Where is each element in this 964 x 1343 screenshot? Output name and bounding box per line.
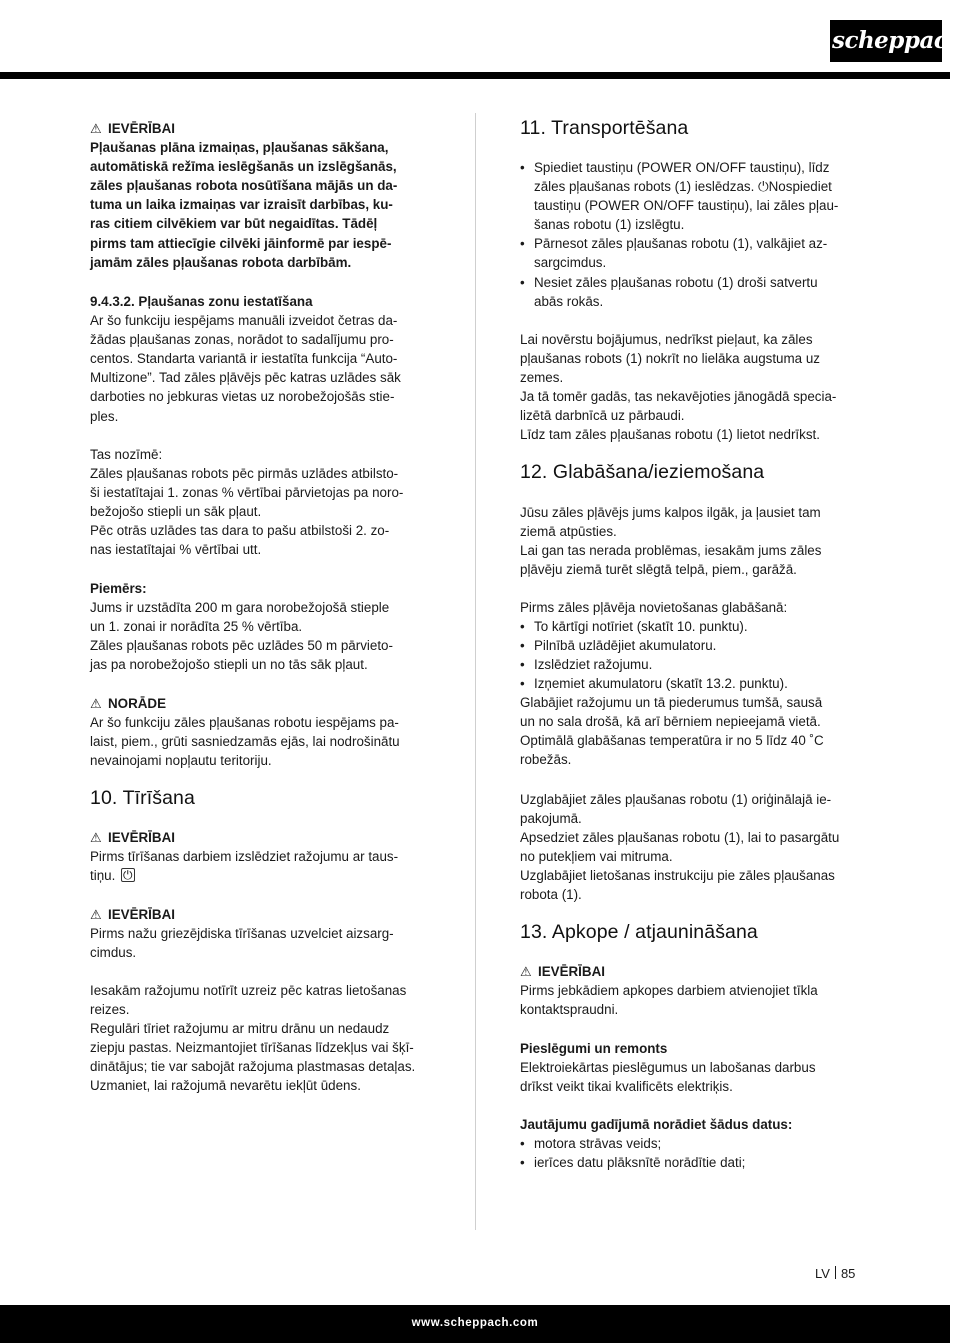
language-code: LV: [815, 1266, 830, 1281]
text-line: pļaušanas robots (1) nokrīt no lielāka augstuma uz: [520, 351, 820, 367]
text-line: pļāvēju ziemā turēt slēgtā telpā, piem., garāžā.: [520, 562, 797, 578]
note-title: [90, 694, 430, 713]
list-item: [520, 158, 860, 234]
text-line: no putekļiem vai mitruma.: [520, 849, 673, 865]
cleaning-paragraph: [90, 981, 430, 1096]
meaning-section: [90, 445, 430, 560]
warning-triangle-icon: ⚠: [90, 696, 102, 711]
warning-title-text: IEVĒRĪBAI: [108, 830, 175, 845]
connections-heading: Pieslēgumi un remonts: [520, 1041, 668, 1056]
storage-paragraph-3: [520, 790, 860, 905]
section-heading-13: 13. Apkope / atjaunināšana: [520, 921, 758, 943]
text-line: Optimālā glabāšanas temperatūra ir no 5 līdz 40 ˚C: [520, 733, 824, 749]
list-item: • Izslēdziet ražojumu.: [520, 655, 860, 674]
text-line: Uzmaniet, lai ražojumā nevarētu iekļūt ūdens.: [90, 1078, 361, 1094]
text-line: reizes.: [90, 1002, 130, 1018]
text-line: lizētā darbnīcā uz pārbaudi.: [520, 408, 685, 424]
list-item: • To kārtīgi notīriet (skatīt 10. punktu).: [520, 617, 860, 636]
connections-section: [520, 1039, 860, 1096]
warning-title-1: [90, 119, 430, 138]
text-line: robota (1).: [520, 887, 582, 903]
text-line: tuma un laika izmaiņas var izraisīt darbības, ku-: [90, 197, 393, 213]
warning-title-text: IEVĒRĪBAI: [108, 907, 175, 922]
text-line: taustiņu (POWER ON/OFF taustiņu), lai zāles pļau-: [534, 198, 839, 214]
paragraph: [520, 1058, 860, 1096]
paragraph: [520, 981, 860, 1019]
text-line: Lai novērstu bojājumus, nedrīkst pieļaut, ka zāles: [520, 332, 813, 347]
paragraph: [90, 598, 430, 674]
text-line: Jūsu zāles pļāvējs jums kalpos ilgāk, ja ļausiet tam: [520, 505, 821, 520]
section-heading-10: 10. Tīrīšana: [90, 787, 195, 809]
text-line: Pļaušanas plāna izmaiņas, pļaušanas sākšana,: [90, 140, 389, 156]
example-label: Piemērs:: [90, 581, 147, 596]
text-line: ziepju pastas. Neizmantojiet tīrīšanas līdzekļus vai šķī-: [90, 1040, 414, 1056]
text-line: Multizone”. Tad zāles pļāvējs pēc katras uzlādes sāk: [90, 370, 401, 386]
text-line: ras citiem cilvēkiem var būt negaidītas. Tādēļ: [90, 216, 378, 232]
storage-paragraph-2: [520, 693, 860, 769]
text-line: šanas robotu (1) izslēgtu.: [534, 217, 685, 233]
text-line: Uzglabājiet lietošanas instrukciju pie zāles pļaušanas: [520, 868, 835, 884]
warning-block-1: [90, 119, 430, 272]
note-title-text: NORĀDE: [108, 696, 167, 711]
text-line: Ar šo funkciju iespējams manuāli izveidot četras da-: [90, 313, 398, 329]
text-line: laist, piem., grūti sasniedzamās ejās, lai nodrošinātu: [90, 734, 400, 750]
list-item: [520, 234, 860, 272]
power-button-icon: ⏻: [123, 868, 133, 883]
section-heading-12: 12. Glabāšana/ieziemošana: [520, 461, 765, 483]
transport-paragraph: [520, 330, 860, 445]
text-line-part: tiņu.: [90, 868, 116, 884]
text-line: Regulāri tīriet ražojumu ar mitru drānu un nedaudz: [90, 1021, 390, 1037]
list-item: • motora strāvas veids;: [520, 1134, 860, 1153]
text-line: nas iestatītajai % vērtībai utt.: [90, 542, 262, 558]
list-item: • Pilnībā uzlādējiet akumulatoru.: [520, 636, 860, 655]
questions-section: [520, 1115, 860, 1172]
text-line: [90, 866, 430, 885]
text-line: Ar šo funkciju zāles pļaušanas robotu iespējams pa-: [90, 715, 399, 731]
warning-title-4: [520, 962, 860, 981]
warning-text-1: [90, 138, 430, 272]
paragraph: [90, 311, 430, 426]
warning-triangle-icon: ⚠: [520, 964, 532, 979]
meaning-label: Tas nozīmē:: [90, 447, 163, 462]
text-line: ples.: [90, 408, 119, 424]
text-line: abās rokās.: [534, 293, 604, 309]
text-line: Jums ir uzstādīta 200 m gara norobežojošā stieple: [90, 600, 390, 616]
text-line: • Nesiet zāles pļaušanas robotu (1) droši satvertu: [534, 274, 818, 290]
text-line: Pēc otrās uzlādes tas dara to pašu atbilstoši 2. zo-: [90, 523, 390, 539]
text-line: kontaktspraudni.: [520, 1002, 619, 1018]
transport-list: [520, 158, 860, 311]
website-link[interactable]: www.scheppach.com: [411, 1317, 539, 1329]
text-line: zemes.: [520, 370, 564, 386]
text-line: cimdus.: [90, 945, 137, 961]
text-line: jas pa norobežojošo stiepli un no tās sāk pļaut.: [90, 657, 368, 673]
text-line: • Pārnesot zāles pļaušanas robotu (1), valkājiet az-: [534, 236, 828, 252]
text-line: bežojošo stiepli un sāk pļaut.: [90, 504, 262, 520]
warning-block-2: [90, 828, 430, 885]
storage-paragraph-1: [520, 503, 860, 579]
warning-title-3: [90, 905, 430, 924]
separator: [835, 1266, 836, 1279]
footer-bar: [0, 1305, 950, 1343]
text-line: • Spiediet taustiņu (POWER ON/OFF taustiņu), līdz: [534, 160, 830, 175]
mowing-zones-section: [90, 292, 430, 426]
text-line: sargcimdus.: [534, 255, 607, 271]
text-line: Pirms nažu griezējdiska tīrīšanas uzvelciet aizsarg-: [90, 926, 394, 942]
warning-triangle-icon: ⚠: [90, 830, 102, 845]
warning-block-3: [90, 905, 430, 962]
paragraph: [90, 464, 430, 559]
questions-heading: Jautājumu gadījumā norādiet šādus datus:: [520, 1117, 793, 1132]
text-line: Zāles pļaušanas robots pēc uzlādes 50 m pārvieto-: [90, 638, 393, 654]
warning-title-text: IEVĒRĪBAI: [108, 121, 175, 136]
text-line: nevainojami nopļautu teritoriju.: [90, 753, 272, 769]
text-line: Apsedziet zāles pļaušanas robotu (1), lai to pasargātu: [520, 830, 840, 846]
paragraph: [90, 713, 430, 770]
section-heading-11: 11. Transportēšana: [520, 117, 689, 139]
header-rule: [0, 72, 950, 79]
warning-triangle-icon: ⚠: [90, 907, 102, 922]
text-line: zāles pļaušanas robota nosūtīšana mājās un da-: [90, 178, 398, 194]
text-line: drīkst veikt tikai kvalificēts elektriķis.: [520, 1079, 733, 1095]
text-line: Uzglabājiet zāles pļaušanas robotu (1) oriģinālajā ie-: [520, 792, 832, 807]
text-line: automātiskā režīma ieslēgšanās un izslēgšanās,: [90, 159, 397, 175]
text-line: jamām zāles pļaušanas robota darbībām.: [90, 254, 352, 270]
text-line: Līdz tam zāles pļaušanas robotu (1) lietot nedrīkst.: [520, 427, 820, 443]
note-block: [90, 694, 430, 770]
warning-title-text: IEVĒRĪBAI: [538, 964, 605, 979]
text-line: un 1. zonai ir norādīta 25 % vērtība.: [90, 619, 303, 635]
warning-triangle-icon: ⚠: [90, 121, 102, 136]
text-line: zāles pļaušanas robots (1) ieslēdzas. ⏻Nospiediet: [534, 179, 832, 195]
text-line: Lai gan tas nerada problēmas, iesakām jums zāles: [520, 543, 822, 559]
text-line: Iesakām ražojumu notīrīt uzreiz pēc katras lietošanas: [90, 983, 407, 998]
warning-title-2: [90, 828, 430, 847]
text-line: Ja tā tomēr gadās, tas nekavējoties jānogādā specia-: [520, 389, 837, 405]
storage-list: [520, 617, 860, 693]
list-item: • Izņemiet akumulatoru (skatīt 13.2. punktu).: [520, 674, 860, 693]
text-line: pakojumā.: [520, 811, 582, 827]
text-line: Glabājiet ražojumu un tā piederumus tumšā, sausā: [520, 695, 823, 710]
text-line: Pirms tīrīšanas darbiem izslēdziet ražojumu ar taus-: [90, 849, 399, 865]
list-item: • ierīces datu plāksnītē norādītie dati;: [520, 1153, 860, 1172]
text-line: žādas pļaušanas zonas, norādot to sadalījumu pro-: [90, 332, 394, 348]
example-section: [90, 579, 430, 674]
paragraph: [90, 847, 430, 885]
text-line: un no sala drošā, kā arī bērniem nepieejamā vietā.: [520, 714, 821, 730]
questions-list: [520, 1134, 860, 1172]
list-item: [520, 273, 860, 311]
text-line: robežās.: [520, 752, 572, 768]
warning-block-4: [520, 962, 860, 1019]
text-line: Zāles pļaušanas robots pēc pirmās uzlādes atbilsto-: [90, 466, 399, 482]
text-line: Elektroiekārtas pieslēgumus un labošanas darbus: [520, 1060, 816, 1076]
text-line: pirms tam attiecīgie cilvēki jāinformē par iespē-: [90, 235, 392, 251]
sub-heading: 9.4.3.2. Pļaušanas zonu iestatīšana: [90, 294, 313, 309]
storage-intro: Pirms zāles pļāvēja novietošanas glabāšanā:: [520, 600, 788, 615]
text-line: Pirms jebkādiem apkopes darbiem atvienojiet tīkla: [520, 983, 818, 999]
text-line: ziemā atpūsties.: [520, 524, 617, 540]
column-divider: [475, 113, 476, 1230]
paragraph: [90, 924, 430, 962]
text-line: centos. Standarta variantā ir iestatīta funkcija “Auto-: [90, 351, 398, 367]
page-number: [815, 1265, 855, 1283]
text-line: darboties no jebkuras vietas uz norobežojošās stie-: [90, 389, 395, 405]
logo-text: scheppach: [832, 27, 964, 54]
brand-logo: [830, 20, 964, 62]
page-number-value: 85: [840, 1266, 856, 1281]
text-line: ši iestatītajai 1. zonas % vērtībai pārvietojas pa noro-: [90, 485, 404, 501]
text-line: dinātājus; tie var sabojāt ražojuma plastmasas detaļas.: [90, 1059, 416, 1075]
